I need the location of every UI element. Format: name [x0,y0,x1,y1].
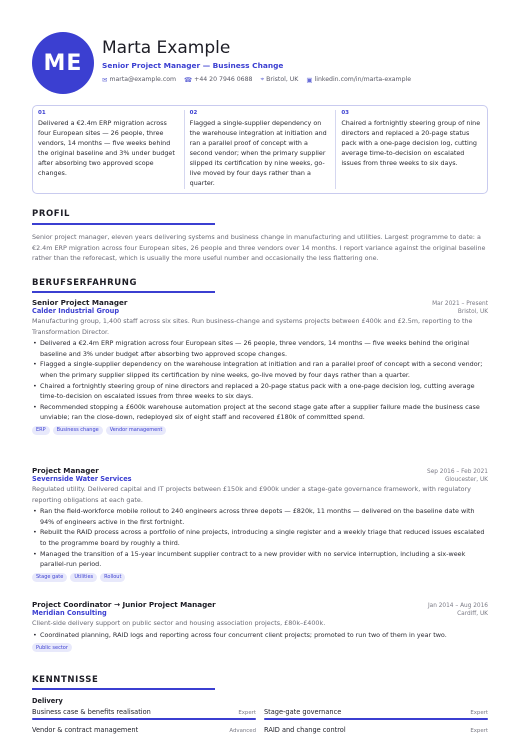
contact-email[interactable] [102,75,176,84]
job-tags [32,573,488,582]
profile-text: Senior project manager, eleven years delivering systems and business change in manufacturing and utilities. Largest programme to date: a €2.4m ERP migration across four European sites, 26 people and three vendors over 14 months. I report variance against the original baseline rather than the reforecast, which is usually the more useful number and occasionally the less flattering one. [32,233,486,263]
contact-phone-text: +44 20 7946 0688 [194,76,253,83]
job-tags [32,643,488,652]
skill-name: Vendor & contract management [32,726,139,734]
skill-level: Expert [238,710,256,716]
job-organization: Severnside Water Services [32,475,132,483]
job-dates: Mar 2021 – Present [432,301,488,307]
job-bullet: • Delivered a €2.4m ERP migration across four European sites — 26 people, three vendors, 14 months — five weeks behind the original baseline and 3% under budget after absorbing two approved scope changes. [32,338,488,359]
highlights-box [32,105,488,194]
job-bullet: • Chaired a fortnightly steering group of nine directors and replaced a 20-page status pack with a one-page decision log, cutting average time-to-decision on escalated issues from three weeks to six days. [32,381,488,402]
job-title: Project Manager [32,466,99,475]
job-description: Manufacturing group, 1,400 staff across six sites. Run business-change and systems projects between £400k and £2.5m, reporting to the Transformation Director. [32,317,473,336]
job-entry [32,466,488,582]
skill-name: Stage-gate governance [264,708,342,716]
tag: ERP [32,426,50,435]
tag: Utilities [70,573,97,582]
job-organization: Calder Industrial Group [32,307,120,315]
job-bullets [32,630,488,641]
skill-bar-fill [32,718,256,720]
tag: Public sector [32,643,72,652]
contact-location-text: Bristol, UK [266,76,299,83]
job-bullets [32,506,488,570]
skill-name: RAID and change control [264,726,346,734]
location-icon: ⌖ [260,75,265,83]
contact-linkedin-text: linkedin.com/in/marta-example [314,76,412,83]
skill-bar-fill [264,718,488,720]
job-tags [32,426,488,435]
job-location: Gloucester, UK [444,477,488,483]
highlight-item [33,110,185,189]
job-description: Regulated utility. Delivered capital and IT projects between £150k and £900k under a stage-gate governance framework, with regulatory reporting obligations at each gate. [32,485,471,504]
section-rule [32,688,215,690]
skill-item [32,726,256,735]
job-bullet: • Flagged a single-supplier dependency on the warehouse integration at initiation and ran a parallel proof of concept with a second vendor; when the primary supplier slipped its certification by nine weeks, go-live moved by four days rather than a quarter. [32,359,488,380]
job-dates: Jan 2014 – Aug 2016 [427,603,488,609]
job-title: Senior Project Manager [32,298,128,307]
tag: Stage gate [32,573,67,582]
highlight-number: 01 [38,110,46,116]
skill-item [264,726,488,735]
skill-level: Expert [470,728,488,734]
section-rule [32,223,215,225]
job-bullet: • Managed the transition of a 15-year incumbent supplier contract to a new provider with no service interruption, including a six-week parallel-run period. [32,549,488,570]
skill-bar [32,718,256,720]
job-dates: Sep 2016 – Feb 2021 [427,469,488,475]
highlight-item [185,110,337,189]
skill-level: Expert [470,710,488,716]
job-description: Client-side delivery support on public sector and housing association projects, £80k–£400k. [32,619,326,627]
skills-group-title: Delivery [32,697,63,705]
highlight-number: 02 [189,110,198,116]
tag: Business change [53,426,103,435]
tag: Vendor management [106,426,167,435]
skill-item [32,708,256,720]
section-title-profile: PROFIL [32,209,70,219]
candidate-headline: Senior Project Manager — Business Change [102,61,284,70]
job-location: Cardiff, UK [457,611,488,617]
section-rule [32,291,215,293]
linkedin-icon: ▣ [306,75,313,84]
job-bullet: • Coordinated planning, RAID logs and reporting across four concurrent client projects; promoted to run two of them in year two. [32,630,488,641]
contact-location [260,75,298,84]
contact-email-text: marta@example.com [109,76,177,83]
skill-bar [264,718,488,720]
job-organization: Meridian Consulting [32,609,107,617]
contact-linkedin[interactable] [306,75,411,84]
candidate-name: Marta Example [102,38,231,58]
job-location: Bristol, UK [457,309,488,315]
phone-icon: ☎ [184,75,193,84]
section-title-skills: KENNTNISSE [32,675,99,685]
skill-level: Advanced [229,728,256,734]
skill-name: Business case & benefits realisation [32,708,151,716]
mail-icon: ✉ [102,75,108,84]
resume-header [32,32,492,100]
contact-phone[interactable] [184,75,252,84]
job-bullet: • Recommended stopping a £600k warehouse automation project at the second stage gate after a supplier failure made the business case unviable; ran the close-down, redeployed six of eight staff and recovered £180k of committed spend. [32,402,488,423]
job-entry [32,298,488,435]
highlight-item [336,110,487,189]
highlight-number: 03 [341,110,349,116]
section-title-experience: BERUFSERFAHRUNG [32,278,138,288]
job-bullet: • Rebuilt the RAID process across a portfolio of nine projects, introducing a single register and a weekly triage that reduced issues escalated to the programme board by roughly a third. [32,527,488,548]
highlight-text: Flagged a single-supplier dependency on the warehouse integration at initiation and ran a parallel proof of concept with a second vendor; when the primary supplier slipped its certification by nine weeks, go-live moved by four days rather than a quarter. [189,119,327,187]
job-title: Project Coordinator → Junior Project Manager [32,600,216,609]
job-entry [32,600,488,652]
highlight-text: Delivered a €2.4m ERP migration across four European sites — 26 people, three vendors, 14 months — five weeks behind the original baseline and 3% under budget after absorbing two approved scope changes. [38,119,175,177]
contact-list [102,75,411,84]
avatar: ME [32,32,94,94]
tag: Rollout [100,573,125,582]
job-bullets [32,338,488,423]
job-bullet: • Ran the field-workforce mobile rollout to 240 engineers across three depots — £820k, 11 months — delivered on the baseline date with 94% of engineers active in the first fortnight. [32,506,488,527]
highlight-text: Chaired a fortnightly steering group of nine directors and replaced a 20-page status pack with a one-page decision log, cutting average time-to-decision on escalated issues from three weeks to six days. [341,119,481,167]
skill-item [264,708,488,720]
